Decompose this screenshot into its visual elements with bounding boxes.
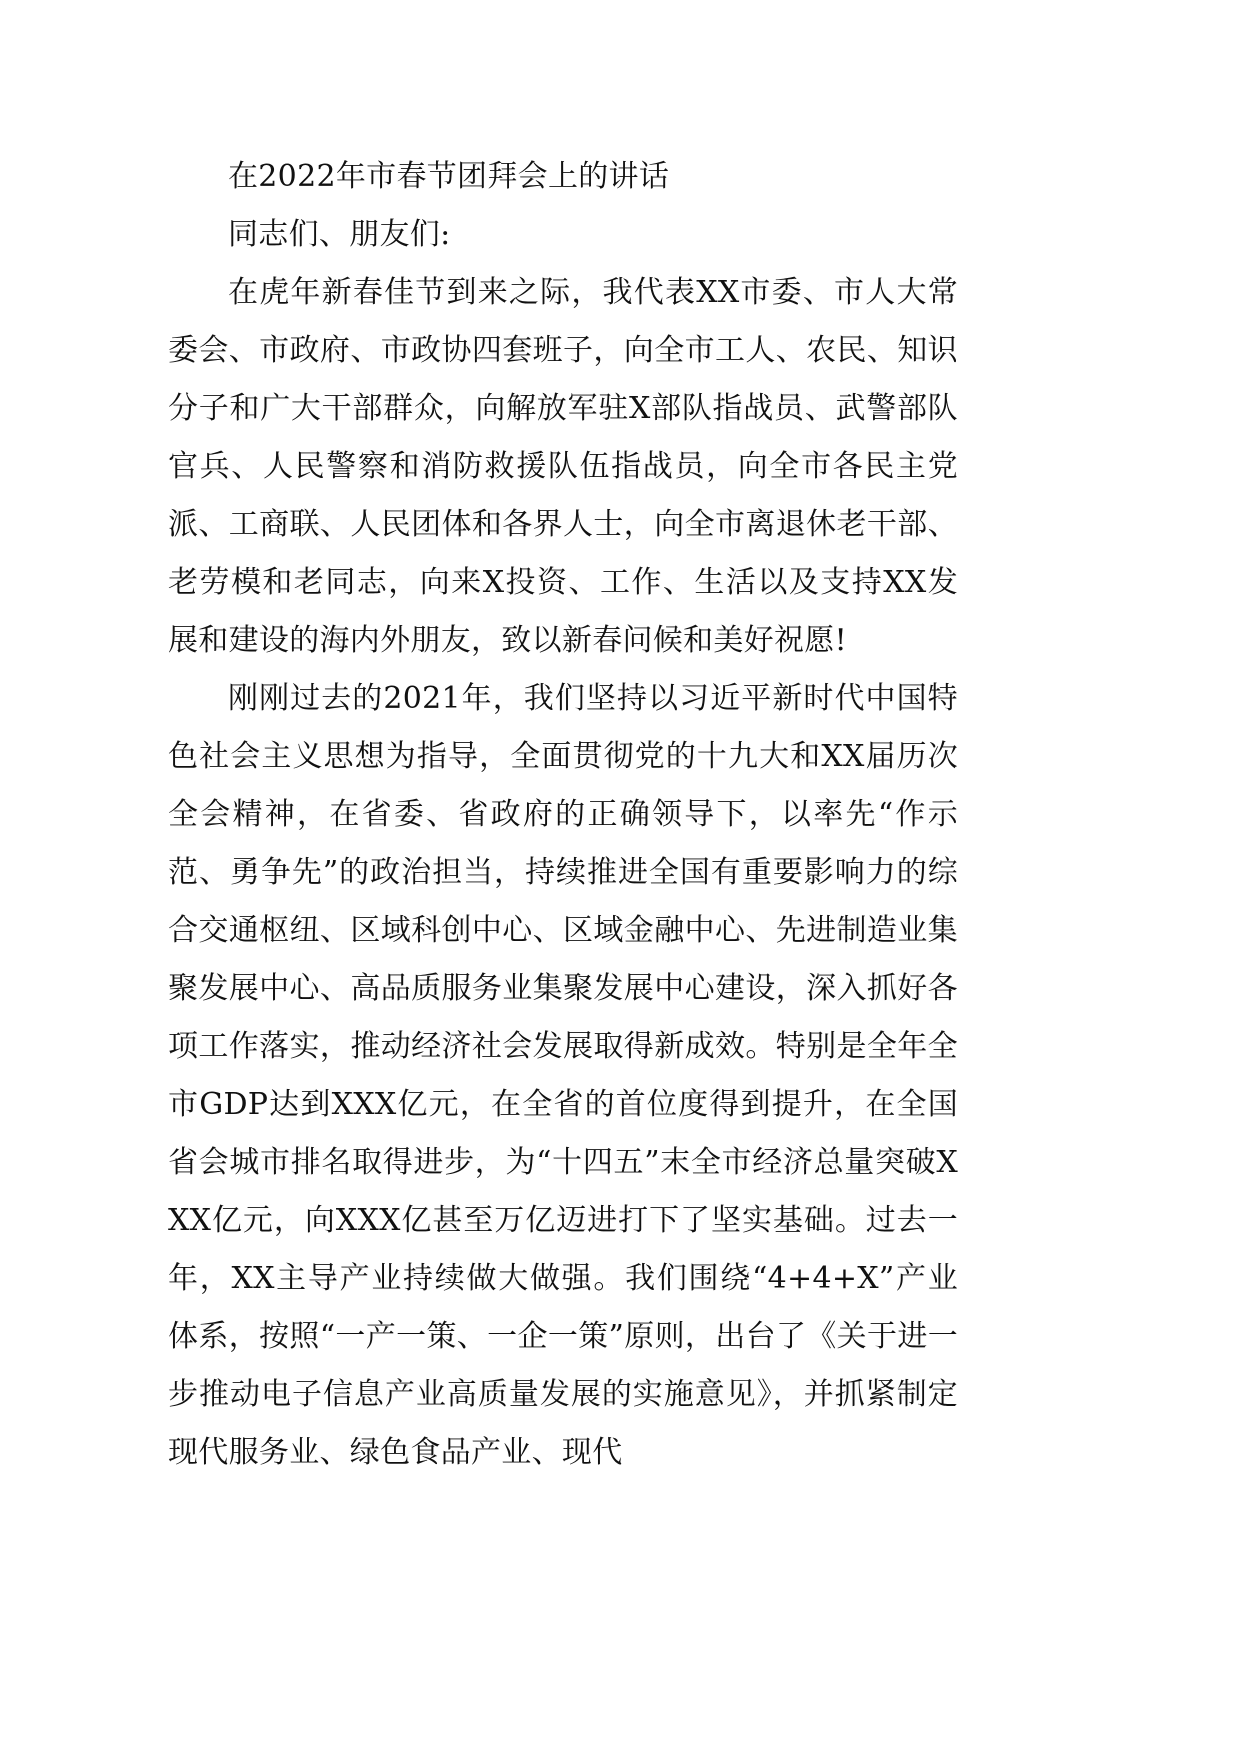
document-title: 在2022年市春节团拜会上的讲话: [228, 159, 670, 194]
paragraph-greeting: 在虎年新春佳节到来之际，我代表XX市委、市人大常委会、市政府、市政协四套班子，向全市工人、农民、知识分子和广大干部群众，向解放军驻X部队指战员、武警部队官兵、人民警察和消防救援队伍指战员，向全市各民主党派、工商联、人民团体和各界人士，向全市离退休老干部、老劳模和老同志，向来X投资、工作、生活以及支持XX发展和建设的海内外朋友，致以新春问候和美好祝愿!: [168, 275, 958, 658]
paragraph-review: 刚刚过去的2021年，我们坚持以习近平新时代中国特色社会主义思想为指导，全面贯彻党的十九大和XX届历次全会精神，在省委、省政府的正确领导下，以率先“作示范、勇争先”的政治担当，持续推进全国有重要影响力的综合交通枢纽、区域科创中心、区域金融中心、先进制造业集聚发展中心、高品质服务业集聚发展中心建设，深入抓好各项工作落实，推动经济社会发展取得新成效。特别是全年全市GDP达到XXX亿元，在全省的首位度得到提升，在全国省会城市排名取得进步，为“十四五”末全市经济总量突破XXX亿元，向XXX亿甚至万亿迈进打下了坚实基础。过去一年，XX主导产业持续做大做强。我们围绕“4+4+X”产业体系，按照“一产一策、一企一策”原则，出台了《关于进一步推动电子信息产业高质量发展的实施意见》，并抓紧制定现代服务业、绿色食品产业、现代: [168, 681, 958, 1470]
salutation: 同志们、朋友们:: [228, 217, 451, 252]
document-body: [168, 148, 958, 1482]
